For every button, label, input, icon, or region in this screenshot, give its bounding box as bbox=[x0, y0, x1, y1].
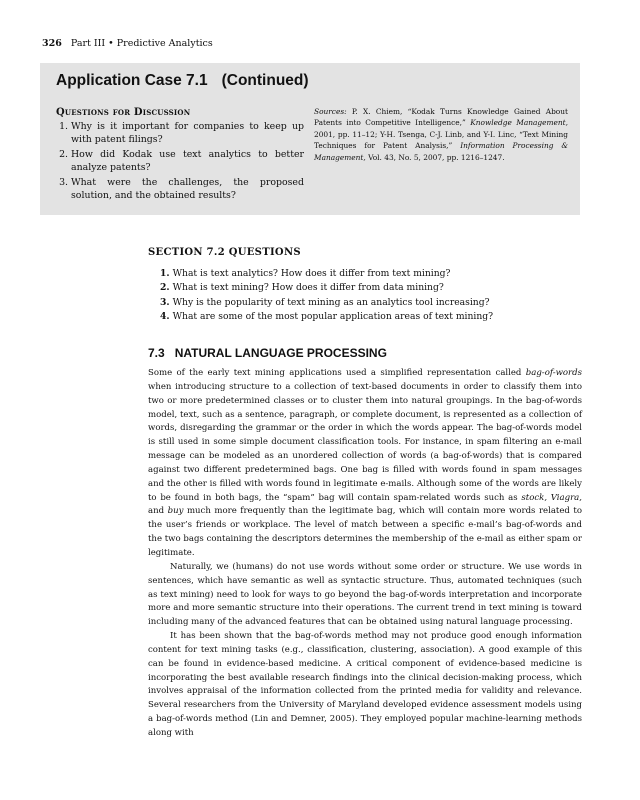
questions-heading: Questions for Discussion bbox=[56, 107, 191, 118]
section-questions-title: SECTION 7.2 QUESTIONS bbox=[148, 247, 301, 258]
case-title-text: Application Case 7.1 bbox=[56, 72, 208, 89]
section-question-text: What are some of the most popular application areas of text mining? bbox=[172, 311, 494, 323]
section-question-number: 3. bbox=[160, 296, 170, 308]
case-continued-label: (Continued) bbox=[221, 72, 309, 89]
paragraph-3: It has been shown that the bag-of-words method may not produce good enough information content for text mining tasks (e.g., classification, clustering, association). A good example of this can be found in evidence-based medicine. A critical component of evidence-based medicine is incorporating the best available research findings into the clinical decision-making process, which involves appraisal of the information collected from the printed media for validity and relevance. Several researchers from the University of Maryland developed evidence assessment models using a bag-of-words method (Lin and Demner, 2005). They employed popular machine-learning methods along with bbox=[148, 631, 582, 738]
section-heading bbox=[148, 346, 387, 360]
p1-term-bag-of-words: bag-of-words bbox=[525, 368, 582, 378]
section-questions-list bbox=[160, 267, 600, 325]
paragraph-1 bbox=[148, 367, 582, 561]
application-case-title bbox=[56, 72, 309, 90]
section-body bbox=[148, 367, 582, 741]
question-item: 1. Why is it important for companies to keep up with patent filings? bbox=[71, 120, 304, 146]
question-item: 3. What were the challenges, the proposed solution, and the obtained results? bbox=[71, 176, 304, 202]
section-question-number: 1. bbox=[160, 268, 170, 279]
section-question-item bbox=[160, 296, 600, 310]
p1-text-c: much more frequently than the legitimate bag, which will contain more words related to the user’s friends or workplace. The level of match between a specific e-mail’s bag-of-words and the two bags containing the descriptors determines the membership of the e-mail as either spam or legitimate. bbox=[148, 506, 582, 558]
section-title: NATURAL LANGUAGE PROCESSING bbox=[174, 346, 387, 360]
case-sources bbox=[314, 106, 568, 163]
sources-text-3: Vol. 43, No. 5, 2007, pp. 1216–1247. bbox=[368, 152, 505, 162]
sources-journal-1: Knowledge Management, bbox=[470, 118, 568, 128]
questions-for-discussion bbox=[56, 106, 304, 204]
page-number: 326 bbox=[42, 38, 62, 49]
paragraph-2: Naturally, we (humans) do not use words without some order or structure. We use words in sentences, which have semantic as well as syntactic structure. Thus, automated techniques (such as text mining) need to look for ways to go beyond the bag-of-words interpretation and incorporate more and more semantic structure into their operations. The current trend in text mining is toward including many of the advanced features that can be obtained using natural language processing. bbox=[148, 561, 582, 628]
section-question-number: 2. bbox=[160, 282, 170, 294]
section-question-item bbox=[160, 267, 600, 281]
p1-text-a: Some of the early text mining applications used a simplified representation called bbox=[148, 368, 526, 378]
section-question-text: What is text analytics? How does it differ from text mining? bbox=[172, 268, 451, 279]
section-question-item bbox=[160, 310, 600, 324]
section-question-number: 4. bbox=[160, 311, 170, 323]
p1-and: and bbox=[148, 506, 168, 517]
question-item: 2. How did Kodak use text analytics to better analyze patents? bbox=[71, 148, 304, 174]
sources-label: Sources: bbox=[314, 107, 347, 116]
section-question-text: Why is the popularity of text mining as an analytics tool increasing? bbox=[172, 296, 490, 308]
questions-list bbox=[56, 120, 304, 202]
p1-example-word-buy: buy bbox=[167, 506, 184, 517]
section-number: 7.3 bbox=[148, 346, 165, 360]
p1-example-words: stock, Viagra, bbox=[521, 492, 582, 503]
sources-text-2: 2001, pp. 11–12; Y-H. Tsenga, C-J. Linb, and Y-I. Linc, “Text Mining Techniques for Patent Analysis,” bbox=[314, 129, 568, 151]
section-question-text: What is text mining? How does it differ from data mining? bbox=[172, 282, 444, 294]
running-head bbox=[42, 38, 213, 49]
sources-text-1: P. X. Chiem, “Kodak Turns Knowledge Gained About Patents into Competitive Intelligence,” bbox=[314, 107, 568, 128]
sources-journal-2: Information Processing & Management, bbox=[314, 141, 568, 162]
running-head-text: Part III • Predictive Analytics bbox=[70, 38, 213, 49]
section-question-item bbox=[160, 281, 600, 295]
p1-text-b: when introducing structure to a collection of text-based documents in order to classify them into two or more predetermined classes or to cluster them into natural groupings. In the bag-of-words model, text, such as a sentence, paragraph, or complete document, is represented as a collection of words, disregarding the grammar or the order in which the words appear. The bag-of-words model is still used in some simple document classification tools. For instance, in spam filtering an e-mail message can be modeled as an unordered collection of words (a bag-of-words) that is compared against two different predetermined bags. One bag is filled with words found in spam messages and the other is filled with words found in legitimate e-mails. Although some of the words are likely to be found in both bags, the “spam” bag will contain spam-related words such as bbox=[148, 381, 582, 503]
